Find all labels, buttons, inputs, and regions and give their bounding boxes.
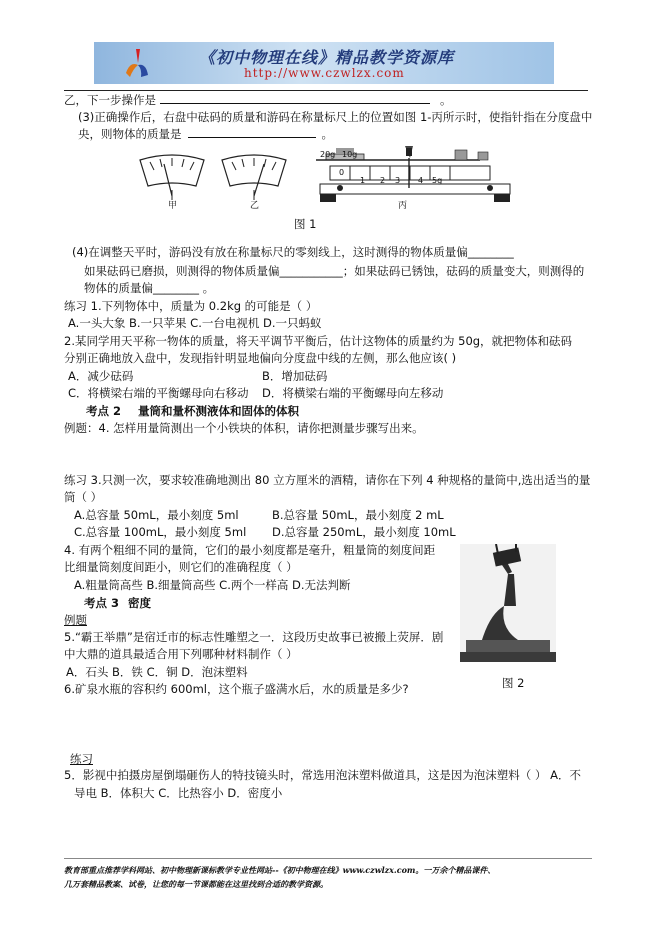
exercise-2-option-d: D．将横梁右端的平衡螺母向左移动 [262, 386, 444, 400]
dial-jia [140, 155, 204, 200]
section-3-number: 考点 3 [84, 596, 120, 610]
exercise-2-option-b: B．增加砝码 [262, 369, 328, 383]
footer-divider [64, 858, 592, 859]
answer-line: 乙，下一步操作是 。 [64, 93, 452, 107]
exercise-3-option-b: B.总容量 50mL，最小刻度 2 mL [272, 508, 444, 522]
exercise-1-options: A.一头大象 B.一只苹果 C.一台电视机 D.一只蚂蚁 [68, 316, 322, 330]
question-4-line1: (4)在调整天平时，游码没有放在称量标尺的零刻线上，这时测得的物体质量偏________ [72, 245, 514, 259]
exercise-2-line2: 分别正确地放入盘中，发现指针明显地偏向分度盘中线的左侧，那么他应该( ) [64, 351, 457, 365]
section-3-title: 密度 [128, 596, 151, 610]
question-3-line2: 央，则物体的质量是 。 [78, 127, 333, 141]
example-5-line1: 5.“霸王举鼎”是宿迁市的标志性雕塑之一．这段历史故事已被搬上荧屏．剧 [64, 630, 444, 644]
scale-tick-5g: 5g [432, 176, 443, 185]
exercise-1: 练习 1.下列物体中，质量为 0.2kg 的可能是（ ） [64, 299, 318, 313]
site-logo-icon [124, 47, 150, 79]
footer-line-2: 几万套精品教案、试卷，让您的每一节课都能在这里找到合适的教学资源。 [64, 879, 328, 889]
banner-title: 《初中物理在线》精品教学资源库 [199, 48, 455, 67]
section-2-number: 考点 2 [86, 404, 122, 418]
question-4-line3: 物体的质量偏________ 。 [84, 281, 215, 295]
header-divider [64, 90, 588, 91]
weight-label-20g: 20g [320, 150, 336, 159]
question-3-line1: (3)正确操作后，右盘中砝码的质量和游码在称量标尺上的位置如图 1-丙所示时，使指针指在分度盘中 [78, 110, 593, 124]
question-4b-options: A.粗量筒高些 B.细量筒高些 C.两个一样高 D.无法判断 [74, 578, 351, 592]
exercise-2-line1: 2.某同学用天平称一物体的质量，将天平调节平衡后，估计这物体的质量约为 50g，就把物体和砝码 [64, 334, 573, 348]
exercise-2-option-a: A．减少砝码 [68, 369, 134, 383]
figure-2-statue [460, 544, 556, 662]
exercise-3-line1: 练习 3.只测一次，要求较准确地测出 80 立方厘米的酒精，请你在下列 4 种规格的量筒中,选出适当的量 [64, 473, 591, 487]
example-5-line2: 中大鼎的道具最适合用下列哪种材料制作（ ） [64, 647, 298, 661]
figure-2-caption: 图 2 [502, 676, 525, 690]
question-4b-line2: 比细量筒刻度间距小，则它们的准确程度（ ） [64, 560, 298, 574]
banner-url: http://www.czwlzx.com [244, 66, 405, 80]
example-5-options: A．石头 B．铁 C．铜 D．泡沫塑料 [66, 665, 248, 679]
example-heading: 例题 [64, 613, 87, 627]
figure-label-jia: 甲 [168, 201, 178, 211]
exercise-3-option-d: D.总容量 250mL，最小刻度 10mL [272, 525, 456, 539]
scale-tick-3: 3 [395, 176, 401, 185]
exercise-2-option-c: C．将横梁右端的平衡螺母向右移动 [68, 386, 249, 400]
exercise-5-line1: 5．影视中拍摄房屋倒塌砸伤人的特技镜头时，常选用泡沫塑料做道具，这是因为泡沫塑料（ ） A．不 [64, 768, 581, 782]
section-2-title: 量筒和量杯测液体和固体的体积 [138, 404, 299, 418]
scale-tick-4: 4 [418, 176, 424, 185]
exercise-3-option-c: C.总容量 100mL，最小刻度 5ml [74, 525, 247, 539]
example-6: 6.矿泉水瓶的容积约 600ml，这个瓶子盛满水后，水的质量是多少? [64, 682, 409, 696]
exercise-5-line2: 导电 B．体积大 C．比热容小 D．密度小 [74, 786, 283, 800]
weight-label-10g: 10g [342, 150, 358, 159]
question-4-line2: 如果砝码已磨损，则测得的物体质量偏___________；如果砝码已锈蚀，砝码的质量变大，则测得的 [84, 264, 585, 278]
question-4b-line1: 4. 有两个粗细不同的量筒，它们的最小刻度都是毫升，粗量筒的刻度间距 [64, 543, 436, 557]
figure-label-bing: 丙 [398, 201, 408, 211]
exercise-heading: 练习 [70, 752, 93, 766]
footer-line-1: 教育部重点推荐学科网站、初中物理新课标教学专业性网站--《初中物理在线》www.czwlzx.com。一万余个精品课件、 [64, 865, 496, 875]
example-4: 例题：4. 怎样用量筒测出一个小铁块的体积，请你把测量步骤写出来。 [64, 421, 424, 435]
exercise-3-line2: 筒（ ） [64, 490, 103, 504]
scale-tick-2: 2 [380, 176, 386, 185]
exercise-3-option-a: A.总容量 50mL，最小刻度 5ml [74, 508, 239, 522]
dial-yi [222, 155, 286, 200]
figure-1-caption: 图 1 [294, 217, 317, 231]
figure-label-yi: 乙 [250, 201, 260, 211]
scale-tick-1: 1 [360, 176, 366, 185]
scale-tick-0: 0 [339, 168, 345, 177]
site-banner [94, 42, 554, 84]
